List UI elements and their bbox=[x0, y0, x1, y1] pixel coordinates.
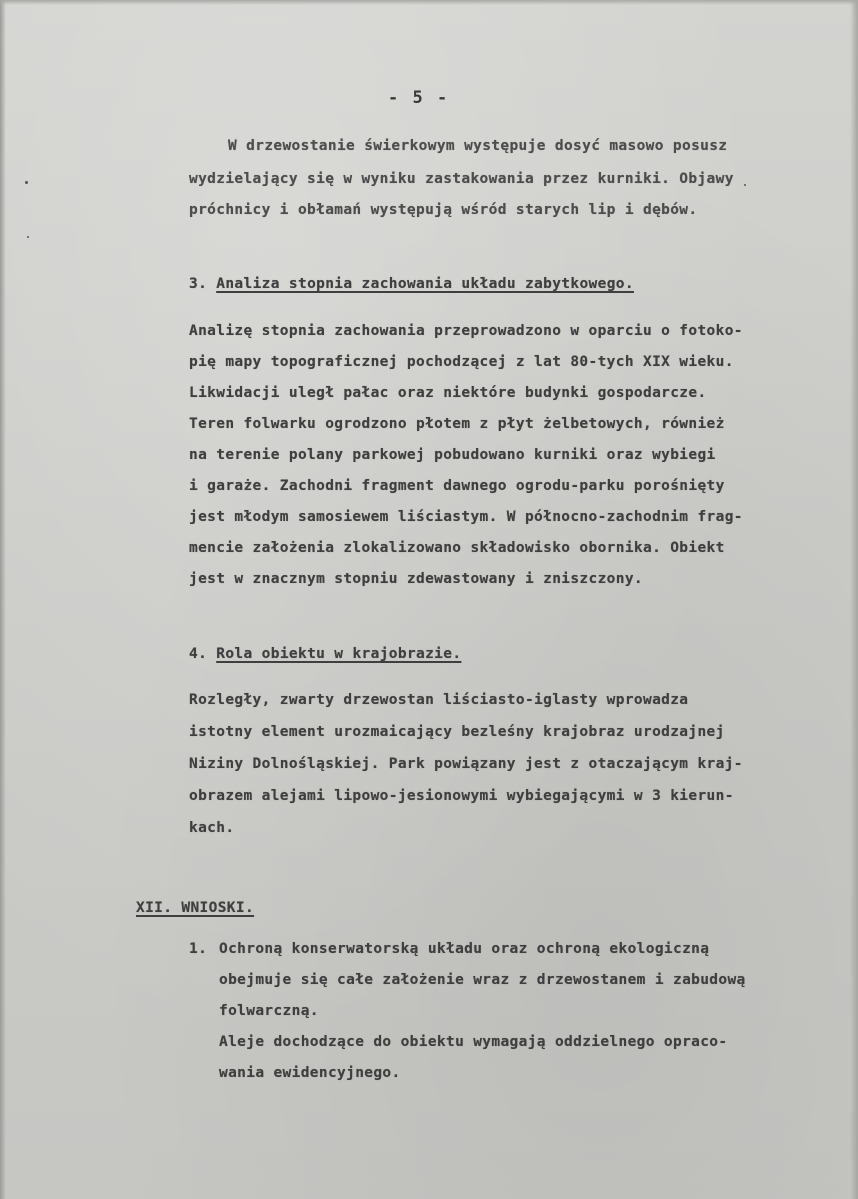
section-4-title: Rola obiektu w krajobrazie. bbox=[216, 646, 462, 662]
section-4-line-5: kach. bbox=[189, 820, 235, 836]
page-number: - 5 - bbox=[388, 88, 450, 108]
paper-speck bbox=[744, 184, 746, 186]
section-3-line-5: na terenie polany parkowej pobudowano kurniki oraz wybiegi bbox=[189, 447, 716, 463]
conclusion-1-line-3: folwarczną. bbox=[219, 1003, 319, 1019]
section-3-line-7: jest młodym samosiewem liściastym. W północno-zachodnim frag- bbox=[189, 509, 743, 525]
conclusion-1-line-2: obejmuje się całe założenie wraz z drzewostanem i zabudową bbox=[219, 972, 746, 988]
paper-speck bbox=[25, 181, 28, 184]
intro-line-2: wydzielający się w wyniku zastakowania przez kurniki. Objawy bbox=[189, 171, 734, 187]
paper-speck bbox=[27, 236, 29, 238]
section-3-line-2: pię mapy topograficznej pochodzącej z lat 80-tych XIX wieku. bbox=[189, 354, 734, 370]
chapter-12-heading: XII. WNIOSKI. bbox=[136, 900, 255, 916]
conclusion-1-number: 1. bbox=[189, 941, 208, 957]
page-edge-shadow-left bbox=[0, 0, 6, 1199]
page-edge-shadow-top bbox=[0, 0, 858, 5]
section-3-line-1: Analizę stopnia zachowania przeprowadzono w oparciu o fotoko- bbox=[189, 323, 743, 339]
section-4-line-4: obrazem alejami lipowo-jesionowymi wybiegającymi w 3 kierun- bbox=[189, 788, 734, 804]
section-3-line-3: Likwidacji uległ pałac oraz niektóre budynki gospodarcze. bbox=[189, 385, 707, 401]
section-3-line-4: Teren folwarku ogrodzono płotem z płyt żelbetowych, również bbox=[189, 416, 725, 432]
conclusion-1-line-5: wania ewidencyjnego. bbox=[219, 1065, 401, 1081]
section-4-heading bbox=[189, 647, 461, 662]
conclusion-1-line-4: Aleje dochodzące do obiektu wymagają oddzielnego opraco- bbox=[219, 1034, 728, 1050]
page-edge-shadow-right bbox=[850, 0, 858, 1199]
section-3-heading bbox=[189, 277, 634, 292]
section-4-line-3: Niziny Dolnośląskiej. Park powiązany jest z otaczającym kraj- bbox=[189, 756, 743, 772]
intro-line-3: próchnicy i obłamań występują wśród starych lip i dębów. bbox=[189, 202, 698, 218]
section-3-number: 3. bbox=[189, 276, 208, 292]
section-4-line-2: istotny element urozmaicający bezleśny krajobraz urodzajnej bbox=[189, 724, 725, 740]
conclusion-1-line-1: Ochroną konserwatorską układu oraz ochroną ekologiczną bbox=[219, 941, 710, 957]
section-3-line-9: jest w znacznym stopniu zdewastowany i zniszczony. bbox=[189, 571, 643, 587]
section-3-line-8: mencie założenia zlokalizowano składowisko obornika. Obiekt bbox=[189, 540, 725, 556]
intro-line-1: W drzewostanie świerkowym występuje dosyć masowo posusz bbox=[228, 138, 728, 154]
section-3-line-6: i garaże. Zachodni fragment dawnego ogrodu-parku porośnięty bbox=[189, 478, 725, 494]
section-4-number: 4. bbox=[189, 646, 208, 662]
section-3-title: Analiza stopnia zachowania układu zabytkowego. bbox=[216, 276, 634, 292]
section-4-line-1: Rozległy, zwarty drzewostan liściasto-iglasty wprowadza bbox=[189, 692, 689, 708]
